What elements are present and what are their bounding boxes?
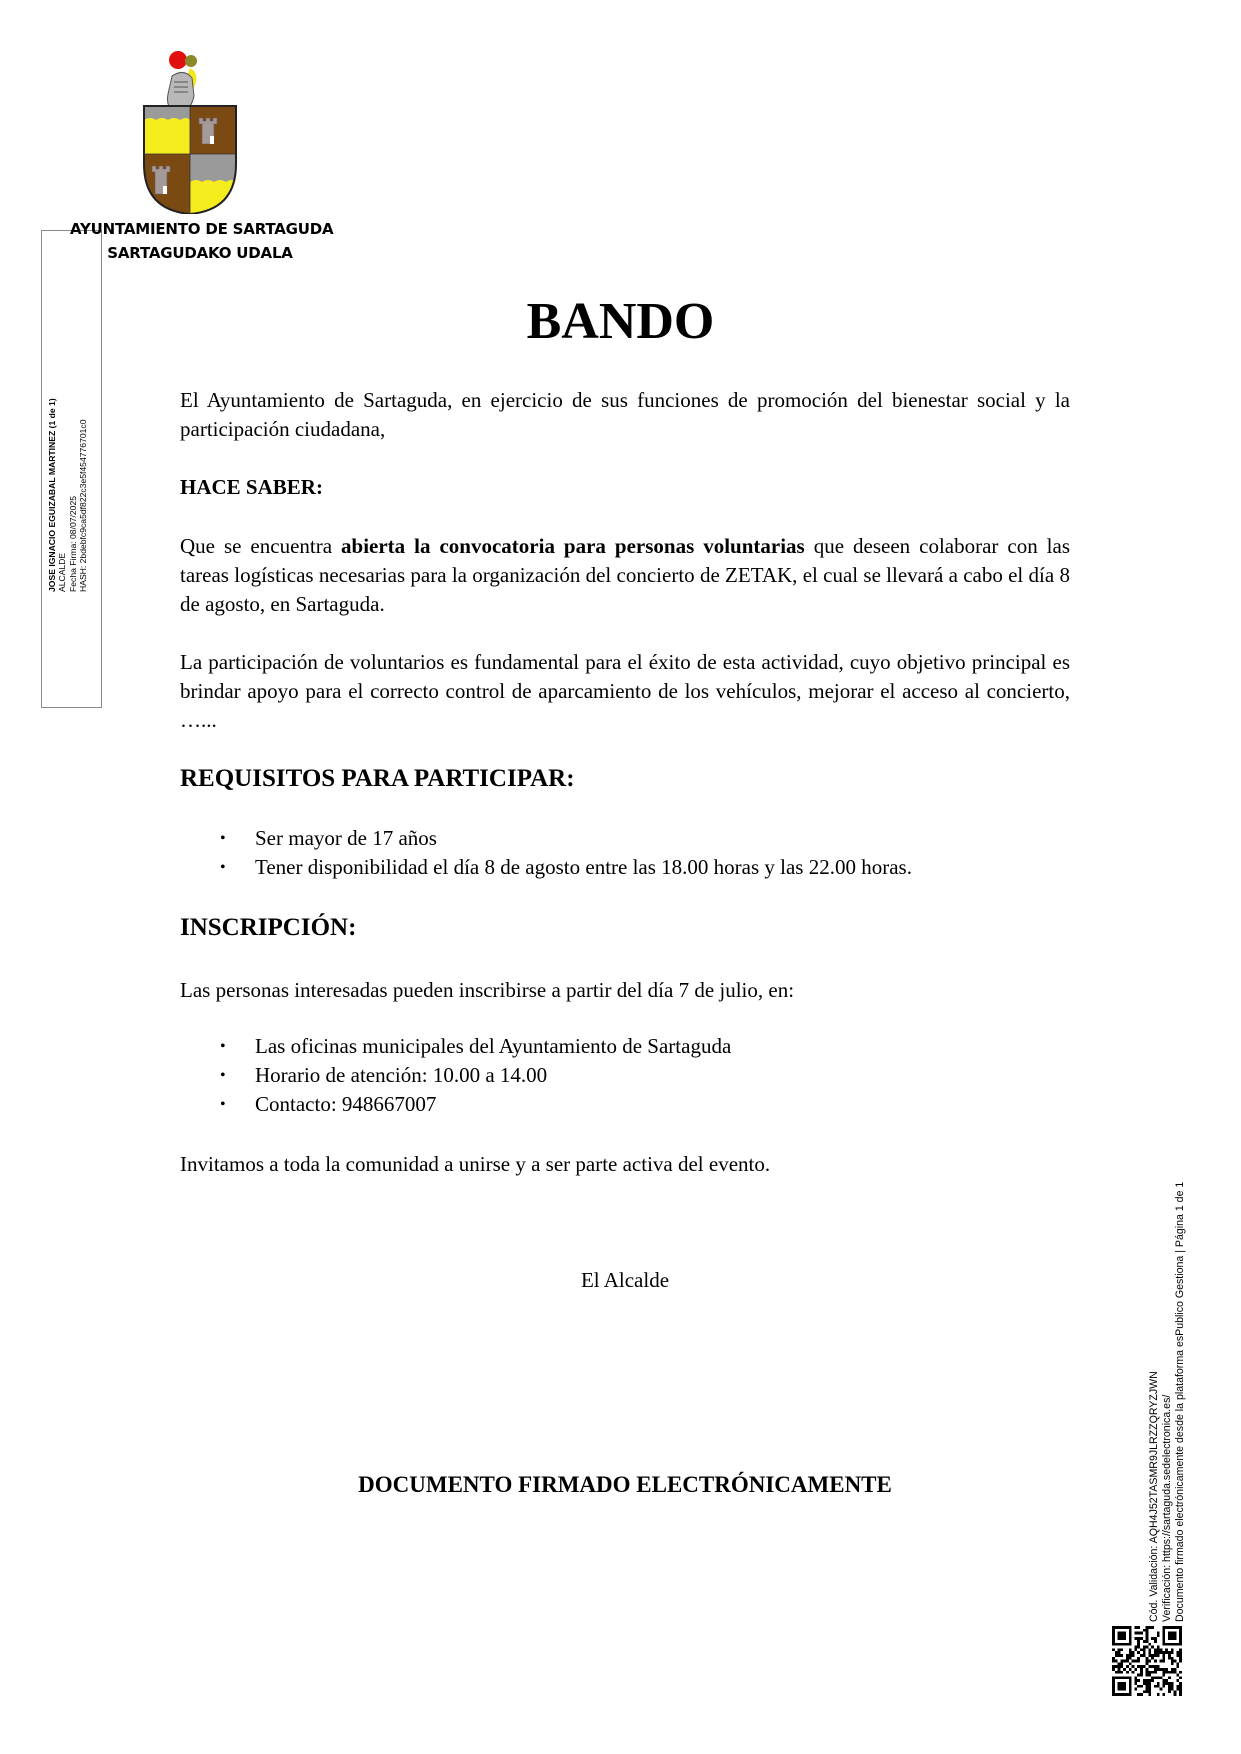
registration-text: Las oficinas municipales del Ayuntamiento de Sartaguda [255, 1034, 732, 1058]
hace-saber-heading: HACE SABER: [180, 475, 323, 499]
registration-item [220, 1034, 731, 1059]
requirement-text: Tener disponibilidad el día 8 de agosto entre las 18.00 horas y las 22.00 horas. [255, 855, 912, 879]
intro-paragraph: El Ayuntamiento de Sartaguda, en ejercicio de sus funciones de promoción del bienestar social y la participación ciudadana, [180, 388, 1070, 441]
requirement-item [220, 855, 912, 880]
announcement-paragraph [180, 532, 1070, 619]
signer-name: JOSE IGNACIO EGUIZABAL MARTINEZ (1 de 1) [47, 398, 57, 592]
org-name-es: AYUNTAMIENTO DE SARTAGUDA [70, 220, 334, 238]
purpose-paragraph: La participación de voluntarios es fundamental para el éxito de esta actividad, cuyo objetivo principal es brindar apoyo para el correcto control de aparcamiento de los vehículos, mejorar el acceso al concierto, …... [180, 650, 1070, 732]
document-title: BANDO [526, 293, 715, 350]
plume-red [169, 51, 187, 69]
bullet-icon: • [220, 830, 226, 847]
para1-text-start: Que se encuentra [180, 534, 342, 558]
verification-url[interactable]: Verificación: https://sartaguda.sedelectronica.es/ [1161, 1394, 1173, 1622]
registration-text: Contacto: 948667007 [255, 1092, 437, 1116]
signer-title: El Alcalde [580, 1268, 670, 1292]
plume-olive [185, 55, 197, 67]
signature-details [47, 332, 89, 592]
para1-text-end: que deseen colaborar con las tareas logísticas necesarias para la organización del concierto de ZETAK, el cual se llevará a cabo el día 8 de agosto, en Sartaguda. [180, 534, 1071, 616]
signature-date: Fecha Firma: 08/07/2025 [67, 495, 78, 592]
bullet-icon: • [220, 859, 226, 876]
signature-hash: HASH: 2bdebfc9ca5df822c3e5f454776701c0 [78, 419, 89, 592]
qr-code-icon[interactable] [1112, 1626, 1182, 1696]
coat-of-arms-icon [140, 44, 240, 214]
registration-intro: Las personas interesadas pueden inscribirse a partir del día 7 de julio, en: [180, 978, 795, 1002]
validation-code: Cód. Validación: AQH4J52TASMR9JLRZZQRYZJWN [1148, 1371, 1160, 1622]
bullet-icon: • [220, 1096, 226, 1113]
signer-role: ALCALDE [57, 552, 68, 592]
registration-item [220, 1063, 547, 1088]
platform-notice: Documento firmado electrónicamente desde la plataforma esPublico Gestiona | Página 1 de 1 [1174, 1181, 1186, 1622]
bullet-icon: • [220, 1038, 226, 1055]
closing-paragraph: Invitamos a toda la comunidad a unirse y a ser parte activa del evento. [180, 1152, 771, 1176]
registration-heading: INSCRIPCIÓN: [180, 914, 357, 941]
para1-highlight: abierta la convocatoria para personas voluntarias [341, 534, 805, 558]
requirements-heading: REQUISITOS PARA PARTICIPAR: [180, 765, 575, 792]
requirement-item [220, 826, 437, 851]
validation-info [1148, 1082, 1187, 1622]
electronic-signature-notice: DOCUMENTO FIRMADO ELECTRÓNICAMENTE [358, 1472, 892, 1497]
bullet-icon: • [220, 1067, 226, 1084]
requirement-text: Ser mayor de 17 años [255, 826, 437, 850]
org-name-eu: SARTAGUDAKO UDALA [107, 244, 293, 262]
registration-item [220, 1092, 436, 1117]
registration-text: Horario de atención: 10.00 a 14.00 [255, 1063, 548, 1087]
